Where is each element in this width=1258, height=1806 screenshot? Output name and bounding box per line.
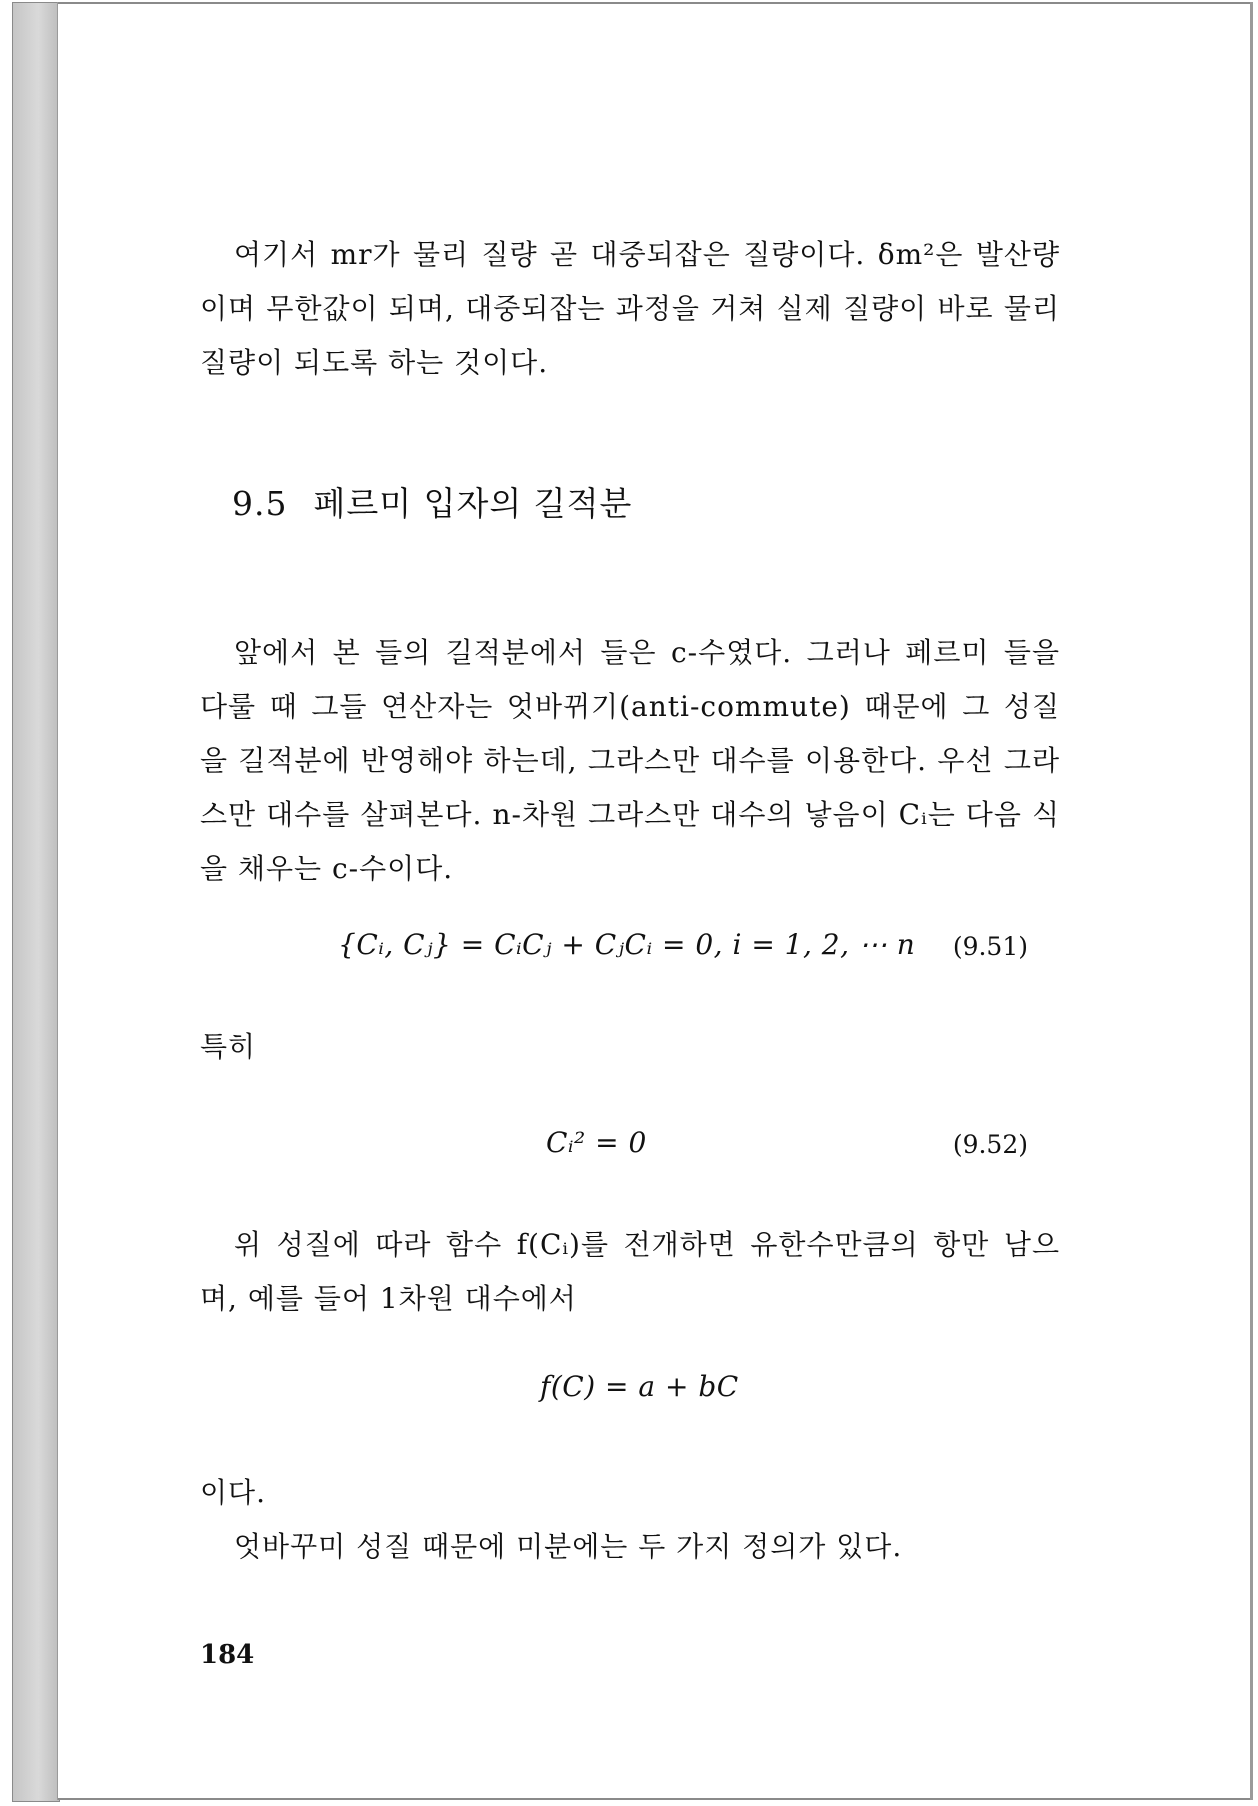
is-text: 이다.	[200, 1476, 266, 1509]
especially-text: 특히	[200, 1030, 257, 1063]
paragraph-intro	[200, 228, 1060, 390]
equation-label-9-52: (9.52)	[952, 1130, 1028, 1159]
paragraph-is	[200, 1466, 1060, 1520]
paragraph-expand	[200, 1218, 1060, 1326]
section-number: 9.5	[232, 484, 288, 523]
intro-text: 여기서 mr가 물리 질량 곧 대중되잡은 질량이다. δm²은 발산량이며 무한값이 되며, 대중되잡는 과정을 거쳐 실제 질량이 바로 물리 질량이 되도록 하는 것이다.	[200, 238, 1060, 379]
equation-label-9-51: (9.51)	[952, 932, 1028, 961]
grassmann-text: 앞에서 본 들의 길적분에서 들은 c-수였다. 그러나 페르미 들을 다룰 때 그들 연산자는 엇바뀌기(anti-commute) 때문에 그 성질을 길적분에 반영해야 하는데, 그라스만 대수를 이용한다. 우선 그라스만 대수를 살펴본다. n-차원 그라스만 대수의 낳음이 Cᵢ는 다음 식을 채우는 c-수이다.	[200, 636, 1060, 885]
equation-fc: f(C) = a + bC	[540, 1370, 739, 1403]
section-heading	[232, 478, 632, 525]
page-number: 184	[200, 1640, 255, 1670]
expand-text: 위 성질에 따라 함수 f(Cᵢ)를 전개하면 유한수만큼의 항만 남으며, 예를 들어 1차원 대수에서	[200, 1228, 1060, 1315]
derivative-text: 엇바꾸미 성질 때문에 미분에는 두 가지 정의가 있다.	[234, 1530, 903, 1563]
equation-9-51: {Cᵢ, Cⱼ} = CᵢCⱼ + CⱼCᵢ = 0, i = 1, 2, ⋯ n	[338, 928, 916, 961]
paragraph-derivative	[200, 1520, 1060, 1574]
paragraph-grassmann	[200, 626, 1060, 896]
book-spine	[12, 2, 60, 1802]
section-title: 페르미 입자의 길적분	[313, 484, 633, 523]
equation-9-52: Cᵢ² = 0	[546, 1126, 647, 1159]
paragraph-especially	[200, 1020, 1060, 1074]
